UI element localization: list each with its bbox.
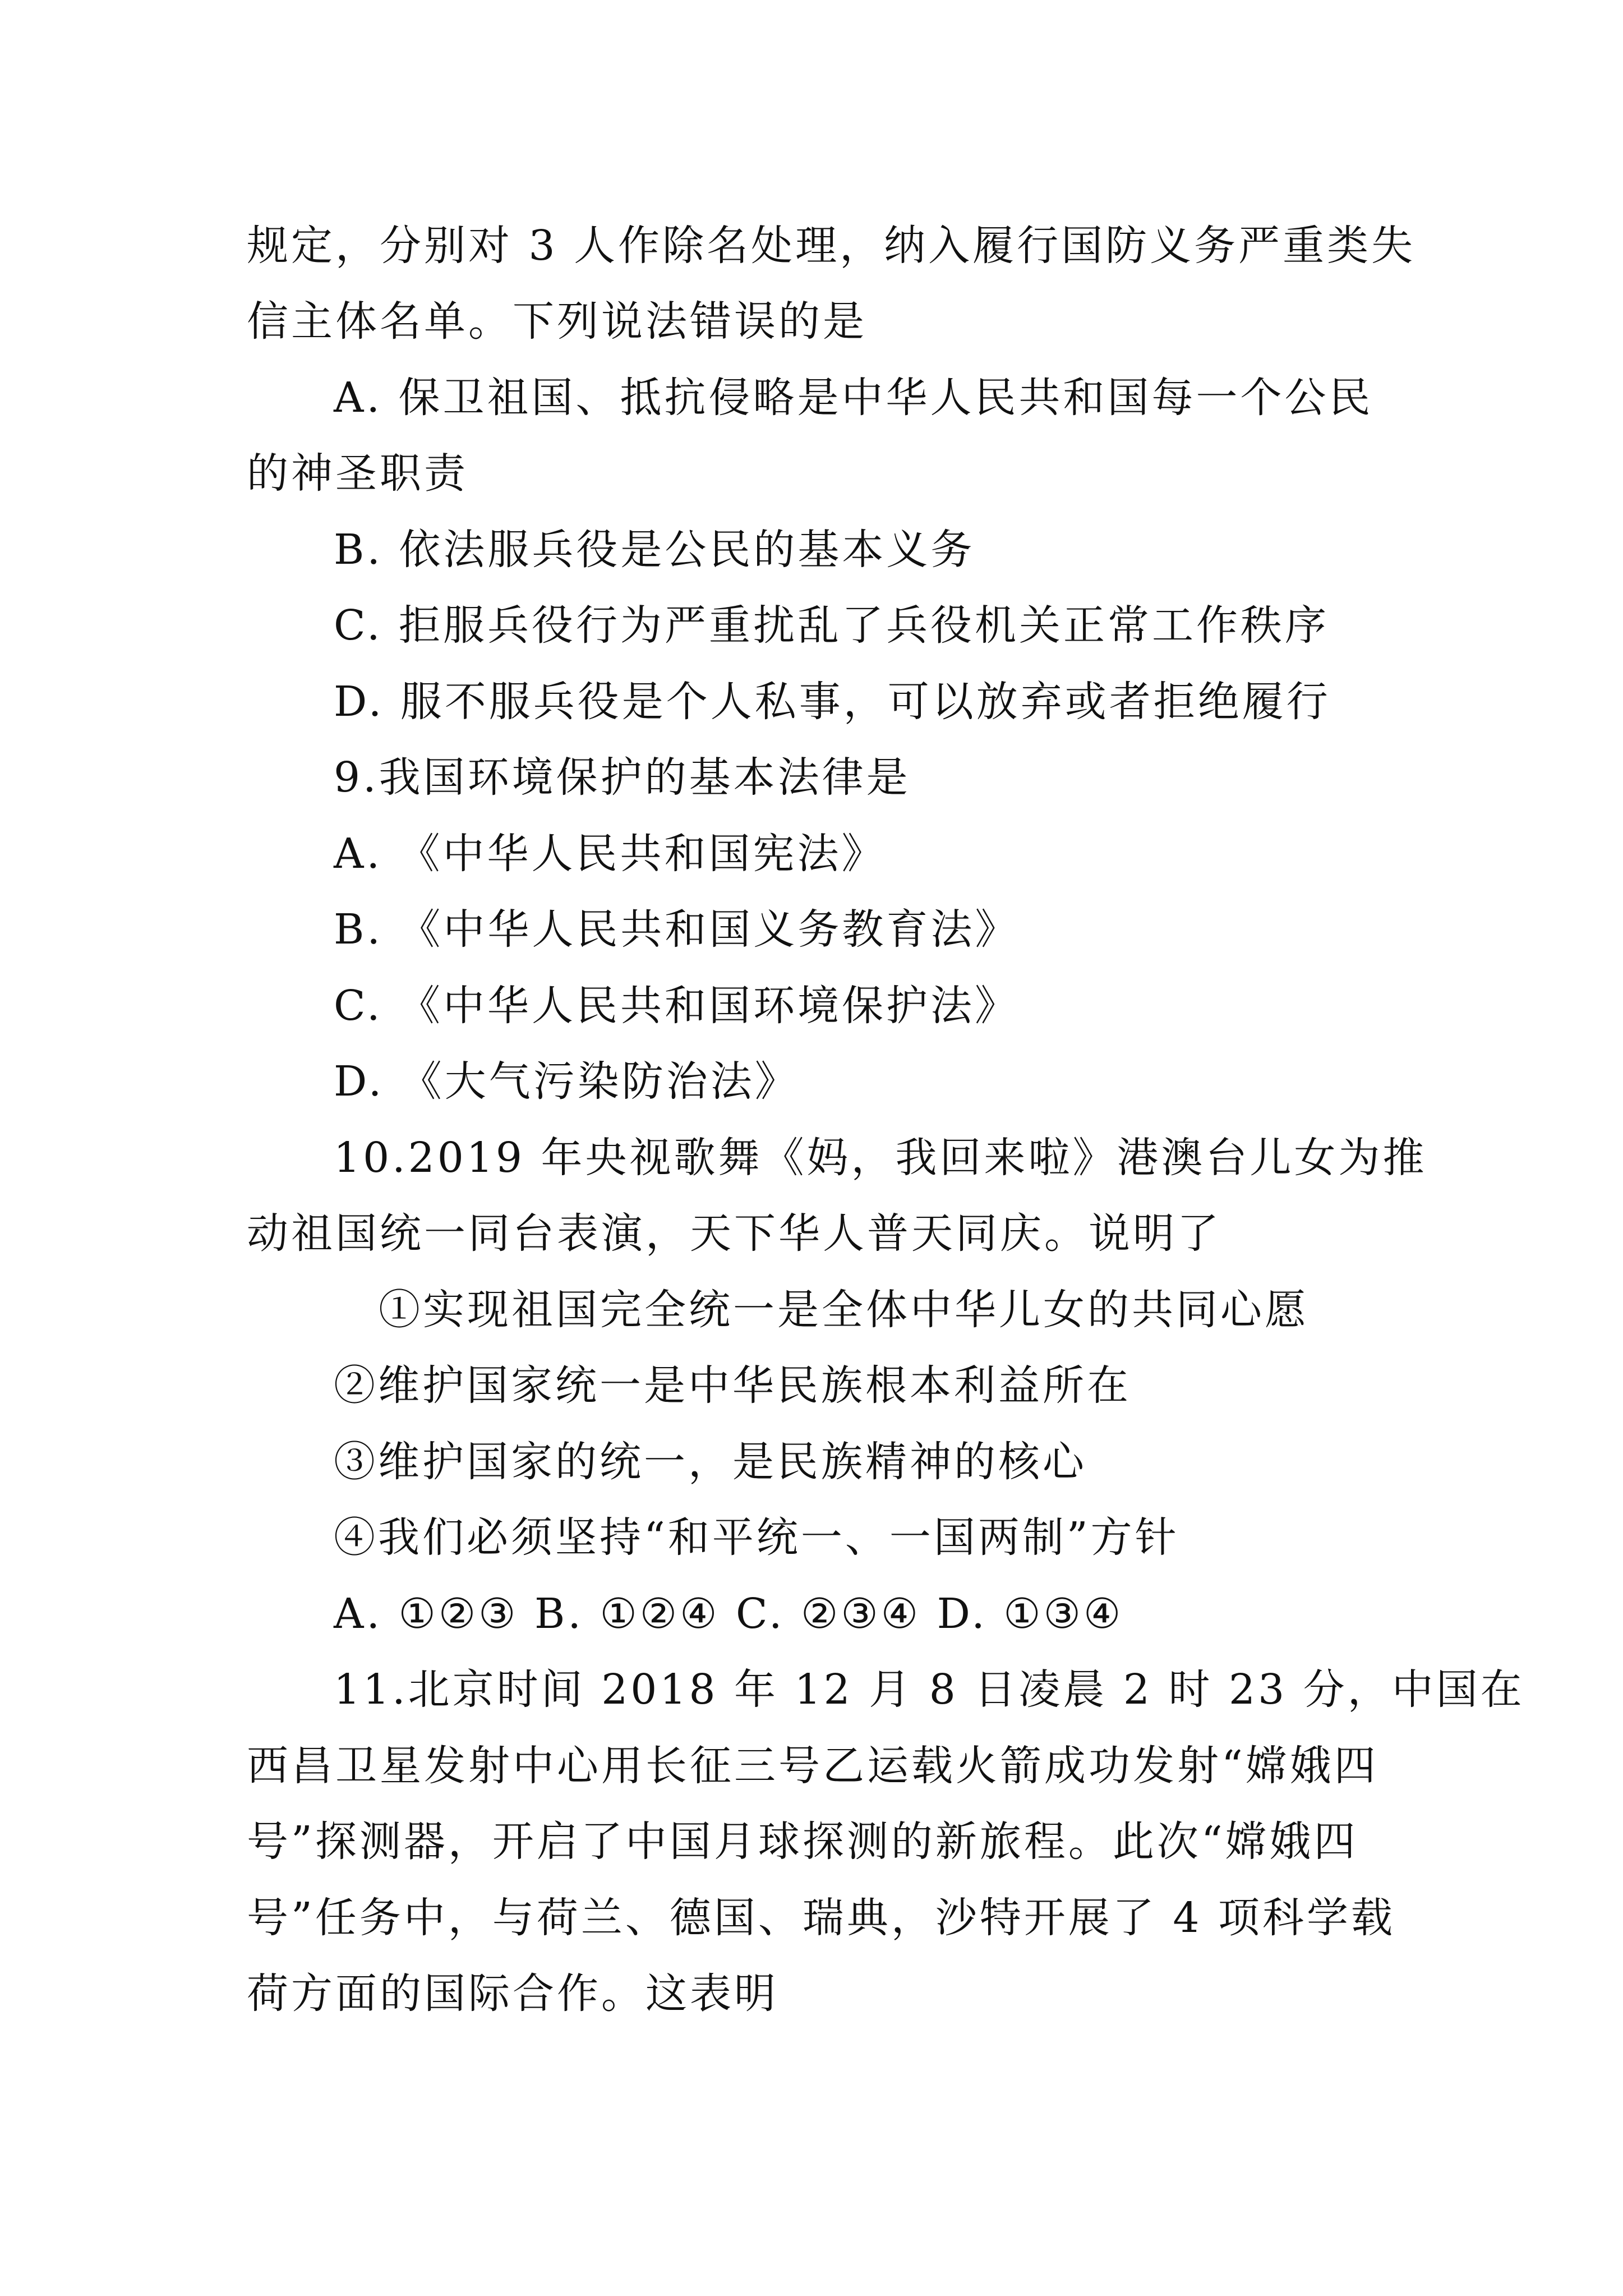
q11-stem-line-2: 西昌卫星发射中心用长征三号乙运载火箭成功发射“嫦娥四 bbox=[247, 1742, 1378, 1790]
q8-stem-line-1: 规定，分别对 3 人作除名处理，纳入履行国防义务严重类失 bbox=[247, 222, 1416, 270]
q8-option-d: D. 服不服兵役是个人私事，可以放弃或者拒绝履行 bbox=[334, 678, 1331, 726]
q10-item-4: ④我们必须坚持“和平统一、一国两制”方针 bbox=[334, 1513, 1179, 1562]
q8-option-a-line-2: 的神圣职责 bbox=[247, 449, 468, 498]
q10-options: A. ①②③ B. ①②④ C. ②③④ D. ①③④ bbox=[334, 1590, 1124, 1638]
q10-stem-line-2: 动祖国统一同台表演，天下华人普天同庆。说明了 bbox=[247, 1209, 1221, 1258]
q8-option-a-line-1: A. 保卫祖国、抵抗侵略是中华人民共和国每一个公民 bbox=[334, 374, 1373, 422]
q9-option-d: D. 《大气污染防治法》 bbox=[334, 1057, 799, 1106]
q11-stem-line-4: 号”任务中，与荷兰、德国、瑞典，沙特开展了 4 项科学载 bbox=[247, 1894, 1395, 1942]
q10-item-3: ③维护国家的统一，是民族精神的核心 bbox=[334, 1438, 1087, 1486]
q9-option-b: B. 《中华人民共和国义务教育法》 bbox=[334, 905, 1020, 954]
q9-option-a: A. 《中华人民共和国宪法》 bbox=[334, 830, 886, 878]
q10-item-1: ①实现祖国完全统一是全体中华儿女的共同心愿 bbox=[379, 1286, 1309, 1334]
q8-stem-line-2: 信主体名单。下列说法错误的是 bbox=[247, 297, 867, 346]
q11-stem-line-5: 荷方面的国际合作。这表明 bbox=[247, 1970, 778, 2018]
q10-item-2: ②维护国家统一是中华民族根本利益所在 bbox=[334, 1361, 1131, 1410]
q11-stem-line-1: 11.北京时间 2018 年 12 月 8 日凌晨 2 时 23 分，中国在 bbox=[334, 1665, 1525, 1714]
q8-option-c: C. 拒服兵役行为严重扰乱了兵役机关正常工作秩序 bbox=[334, 601, 1330, 650]
q9-option-c: C. 《中华人民共和国环境保护法》 bbox=[334, 982, 1020, 1030]
q11-stem-line-3: 号”探测器，开启了中国月球探测的新旅程。此次“嫦娥四 bbox=[247, 1818, 1358, 1866]
q9-stem: 9.我国环境保护的基本法律是 bbox=[334, 753, 911, 802]
q10-stem-line-1: 10.2019 年央视歌舞《妈，我回来啦》港澳台儿女为推 bbox=[334, 1134, 1427, 1182]
q8-option-b: B. 依法服兵役是公民的基本义务 bbox=[334, 526, 975, 574]
